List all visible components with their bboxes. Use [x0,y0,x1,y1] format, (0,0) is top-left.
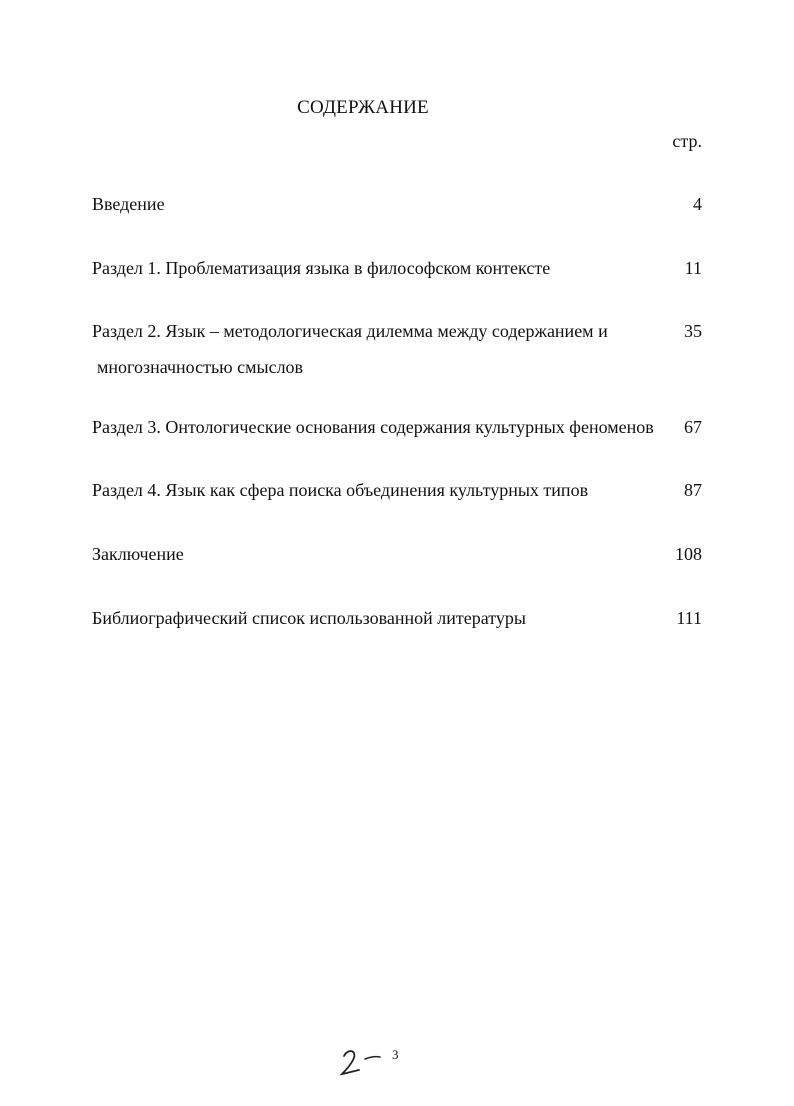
toc-entry-page: 87 [684,480,702,500]
toc-entry-page: 67 [684,417,702,437]
toc-entry-text: Введение [92,194,165,214]
handwritten-mark-icon [338,1044,388,1078]
page-title: СОДЕРЖАНИЕ [297,97,429,118]
toc-entry-page: 35 [684,321,702,341]
toc-entry-page: 4 [693,194,702,214]
toc-entry-page: 108 [675,544,702,564]
toc-entry-text-line-1: Раздел 2. Язык – методологическая дилемма между содержанием и [92,321,608,341]
toc-entry-text: Раздел 4. Язык как сфера поиска объединения культурных типов [92,480,589,500]
toc-entry-page: 111 [676,608,702,628]
page-column-header: стр. [672,131,702,151]
toc-entry-page: 11 [684,258,702,278]
toc-entry-text [92,313,608,385]
toc-entry-text: Раздел 1. Проблематизация языка в философском контексте [92,258,551,278]
page-number: 3 [392,1047,399,1062]
toc-entry-text: Заключение [92,544,184,564]
toc-entry-text: Раздел 3. Онтологические основания содержания культурных феноменов [92,417,654,437]
toc-entry-text: Библиографический список использованной литературы [92,608,527,628]
toc-entry-text-line-2: многозначностью смыслов [97,357,304,377]
